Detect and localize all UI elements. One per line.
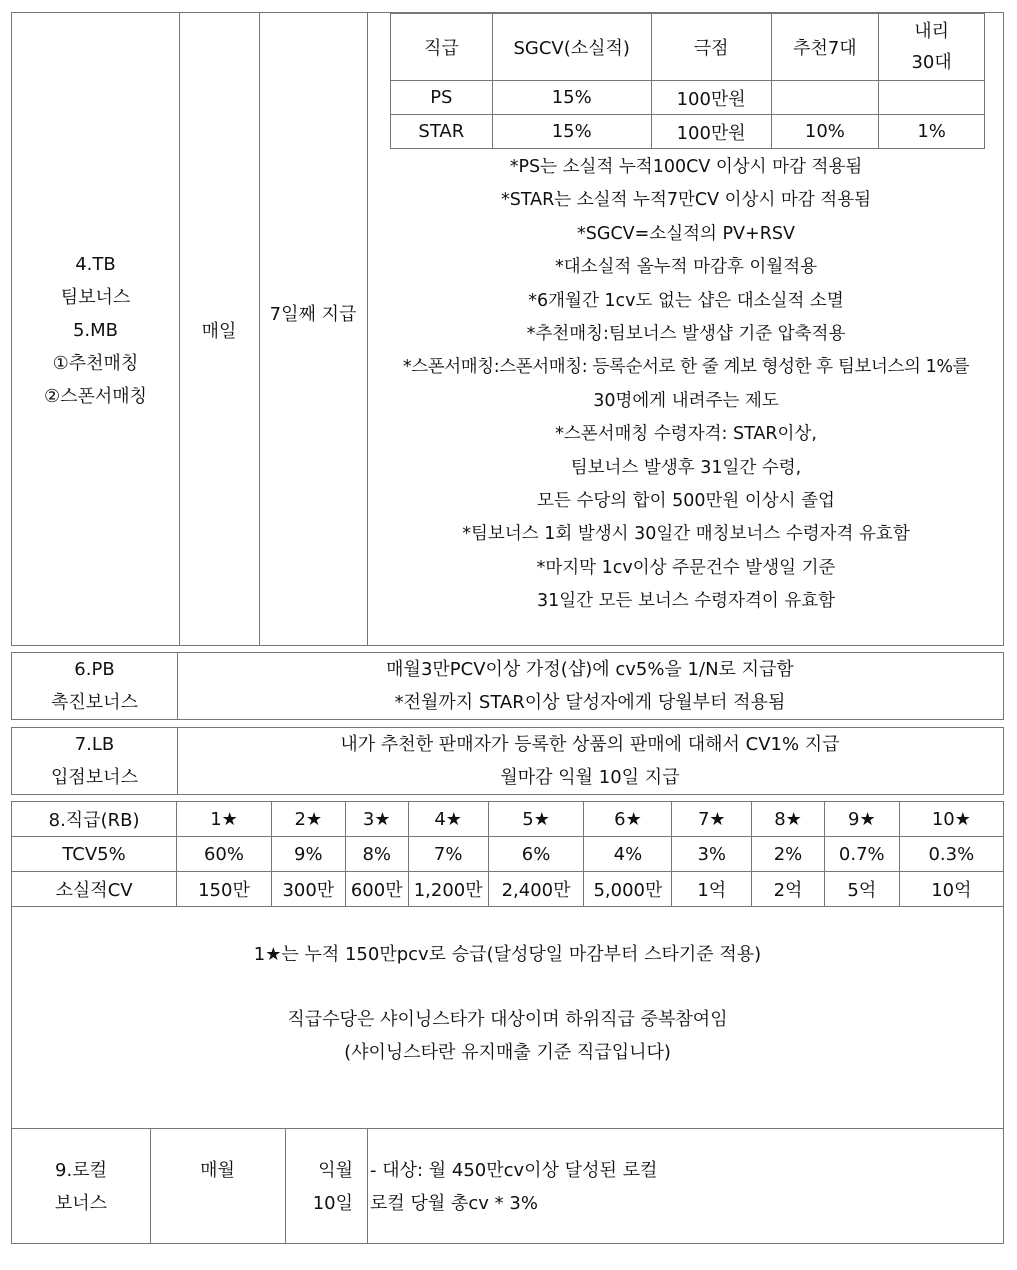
- cv-cell: 150만: [177, 872, 272, 907]
- rank-note: 직급수당은 샤이닝스타가 대상이며 하위직급 중복참여임: [287, 1009, 728, 1030]
- rate-cell: 60%: [177, 837, 272, 872]
- title-line: 6.PB: [74, 659, 115, 680]
- note-line: *추천매칭:팀보너스 발생샵 기준 압축적용: [526, 324, 846, 345]
- note-line: *스폰서매칭 수령자격: STAR이상,: [555, 424, 817, 445]
- rank-cell: 8.직급(RB): [12, 802, 177, 837]
- section-title: [12, 653, 177, 719]
- rate-cell: 2%: [752, 837, 825, 872]
- period: 매월: [200, 1160, 235, 1181]
- description: [370, 1154, 990, 1220]
- note-line: 팀보너스 발생후 31일간 수령,: [570, 457, 802, 478]
- cv-cell: 2억: [752, 872, 825, 907]
- section-body: [177, 653, 1003, 719]
- rank-cell: 6★: [584, 802, 672, 837]
- rank-cell: 8★: [752, 802, 825, 837]
- rate-cell: 9%: [271, 837, 345, 872]
- title-line: 4.TB: [75, 253, 116, 275]
- table-cell: 1%: [879, 115, 985, 149]
- cv-cell: 1억: [672, 872, 752, 907]
- title-line: ②스폰서매칭: [43, 385, 148, 407]
- table-cell: 15%: [492, 81, 651, 115]
- section-local-bonus: [11, 1128, 1004, 1244]
- section-title: [12, 13, 179, 647]
- cv-cell: 10억: [899, 872, 1003, 907]
- rate-cell: TCV5%: [12, 837, 177, 872]
- rank-note: 1★는 누적 150만pcv로 승급(달성당일 마감부터 스타기준 적용): [253, 944, 762, 965]
- cv-cell: 5억: [824, 872, 899, 907]
- title-line: 5.MB: [72, 319, 119, 341]
- rank-cell: 3★: [345, 802, 408, 837]
- body-line: 내가 추천한 판매자가 등록한 상품의 판매에 대해서 CV1% 지급: [340, 734, 840, 755]
- rank-table: [12, 802, 1003, 907]
- cv-cell: 5,000만: [584, 872, 672, 907]
- rate-cell: 3%: [672, 837, 752, 872]
- cv-cell: 소실적CV: [12, 872, 177, 907]
- payday-line: 익월: [318, 1160, 353, 1181]
- cv-cell: 300만: [271, 872, 345, 907]
- rate-cell: 0.7%: [824, 837, 899, 872]
- section-store-bonus: [11, 727, 1004, 795]
- header-cell: SGCV(소실적): [492, 14, 651, 81]
- table-cell: 100만원: [651, 81, 771, 115]
- rank-note: (샤이닝스타란 유지매출 기준 직급입니다): [344, 1042, 671, 1063]
- table-cell: 10%: [771, 115, 879, 149]
- rank-cell: 9★: [824, 802, 899, 837]
- section-team-bonus: [11, 12, 1004, 646]
- note-line: *마지막 1cv이상 주문건수 발생일 기준: [536, 557, 836, 578]
- cv-cell: 600만: [345, 872, 408, 907]
- description-line: 로컬 당월 총cv * 3%: [370, 1193, 538, 1214]
- section-title: [12, 1154, 150, 1220]
- title-line: 팀보너스: [60, 286, 131, 308]
- note-line: 31일간 모든 보너스 수령자격이 유효함: [536, 591, 836, 612]
- table-cell: 100만원: [651, 115, 771, 149]
- rate-cell: 7%: [408, 837, 488, 872]
- description-line: - 대상: 월 450만cv이상 달성된 로컬: [370, 1160, 658, 1181]
- header-cell: 내리 30대: [879, 14, 985, 81]
- table-cell: STAR: [391, 115, 493, 149]
- rank-cell: 1★: [177, 802, 272, 837]
- note-line: *스폰서매칭:스폰서매칭: 등록순서로 한 줄 계보 형성한 후 팀보너스의 1%를: [402, 357, 970, 378]
- note-line: *대소실적 올누적 마감후 이월적용: [554, 257, 818, 278]
- table-cell: PS: [391, 81, 493, 115]
- table-cell: [879, 81, 985, 115]
- payday-line: 10일: [312, 1193, 353, 1214]
- notes: [368, 151, 1004, 619]
- note-line: 30명에게 내려주는 제도: [593, 390, 779, 411]
- body-line: 월마감 익월 10일 지급: [500, 767, 680, 788]
- note-line: *SGCV=소실적의 PV+RSV: [577, 223, 795, 244]
- title-line: 보너스: [54, 1193, 108, 1214]
- rank-cell: 2★: [271, 802, 345, 837]
- title-line: 9.로컬: [55, 1160, 107, 1181]
- header-cell: 극점: [651, 14, 771, 81]
- note-line: *팀보너스 1회 발생시 30일간 매칭보너스 수령자격 유효함: [462, 524, 910, 545]
- section-title: [12, 728, 177, 794]
- period: 매일: [201, 321, 237, 342]
- rate-cell: 4%: [584, 837, 672, 872]
- note-line: *PS는 소실적 누적100CV 이상시 마감 적용됨: [509, 157, 863, 177]
- title-line: 7.LB: [74, 734, 115, 755]
- rank-cell: 7★: [672, 802, 752, 837]
- note-line: 모든 수당의 합이 500만원 이상시 졸업: [537, 491, 835, 512]
- cv-cell: 1,200만: [408, 872, 488, 907]
- note-line: *STAR는 소실적 누적7만CV 이상시 마감 적용됨: [500, 190, 872, 211]
- header-cell: 직급: [391, 14, 493, 81]
- rank-cell: 5★: [488, 802, 584, 837]
- header-cell: 추천7대: [771, 14, 879, 81]
- table-cell: [771, 81, 879, 115]
- table-cell: 15%: [492, 115, 651, 149]
- rate-cell: 6%: [488, 837, 584, 872]
- rate-cell: 0.3%: [899, 837, 1003, 872]
- rank-cell: 4★: [408, 802, 488, 837]
- payday: [285, 1154, 367, 1220]
- section-rank-bonus: [11, 801, 1004, 1129]
- section-body: [177, 728, 1003, 794]
- body-line: *전월까지 STAR이상 달성자에게 당월부터 적용됨: [394, 692, 786, 713]
- rank-cell: 10★: [899, 802, 1003, 837]
- note-line: *6개월간 1cv도 없는 샵은 대소실적 소멸: [528, 290, 844, 311]
- title-line: ①추천매칭: [52, 352, 139, 374]
- section-promotion-bonus: [11, 652, 1004, 720]
- body-line: 매월3만PCV이상 가정(샵)에 cv5%을 1/N로 지급함: [386, 659, 794, 680]
- payday: 7일째 지급: [269, 304, 357, 325]
- rate-cell: 8%: [345, 837, 408, 872]
- divider: [367, 1129, 368, 1243]
- title-line: 촉진보너스: [51, 692, 138, 713]
- cv-cell: 2,400만: [488, 872, 584, 907]
- rate-table: [390, 13, 985, 149]
- title-line: 입점보너스: [51, 767, 138, 788]
